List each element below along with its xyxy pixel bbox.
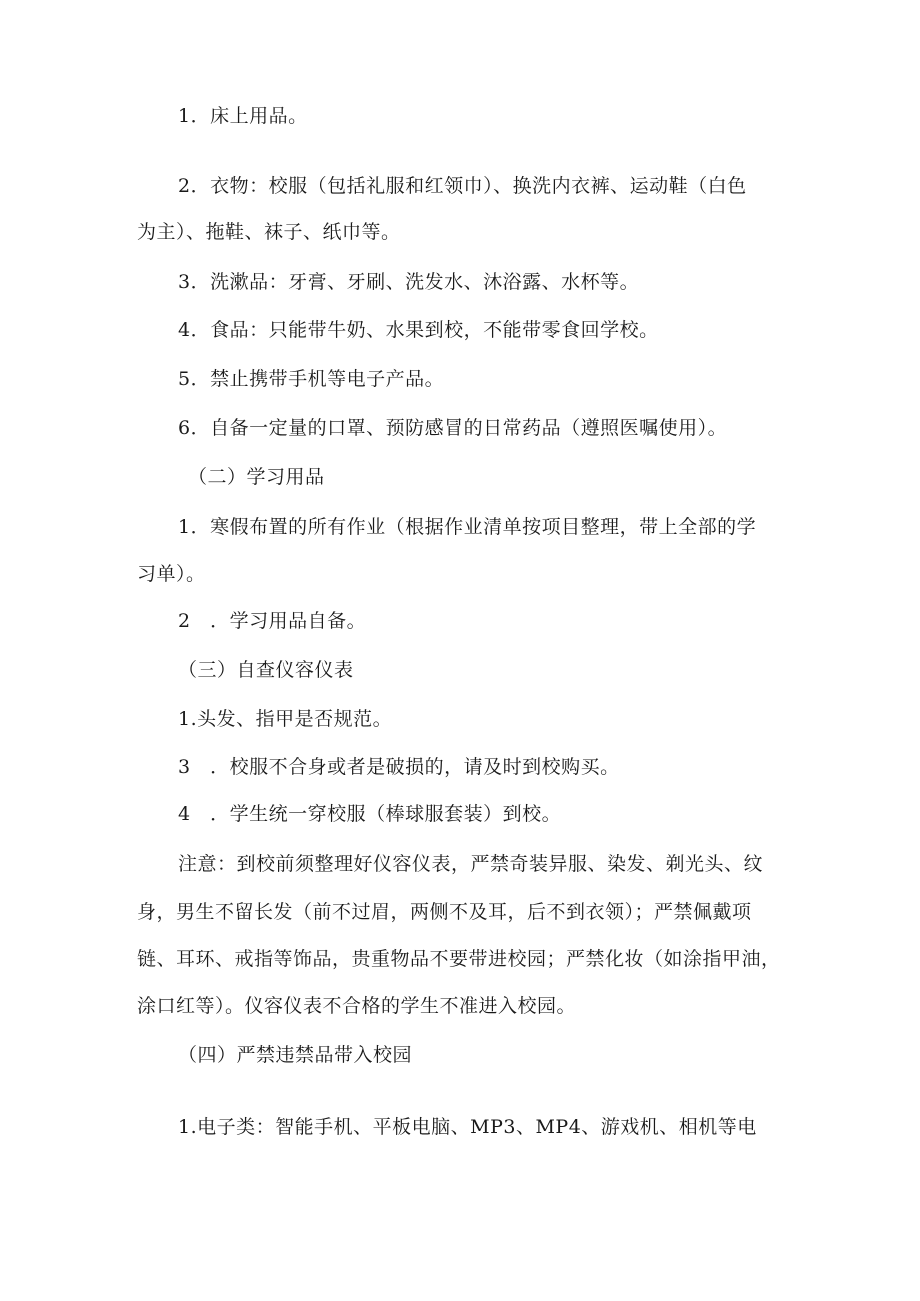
list-item: 2 ．学习用品自备。: [178, 610, 367, 632]
section-heading: （四）严禁违禁品带入校园: [178, 1044, 413, 1066]
list-item: 3 ．校服不合身或者是破损的，请及时到校购买。: [178, 756, 620, 778]
note-paragraph: 注意：到校前须整理好仪容仪表，严禁奇装异服、染发、剃光头、纹: [178, 853, 764, 875]
list-item: 1．床上用品。: [178, 105, 308, 127]
section-heading: （三）自查仪容仪表: [178, 659, 354, 681]
list-item-continuation: 为主）、拖鞋、袜子、纸巾等。: [137, 221, 401, 243]
list-item: 1.头发、指甲是否规范。: [178, 708, 393, 730]
list-item: 1.电子类：智能手机、平板电脑、MP3、MP4、游戏机、相机等电: [178, 1116, 757, 1138]
list-item: 2．衣物：校服（包括礼服和红领巾）、换洗内衣裤、运动鞋（白色: [178, 175, 747, 197]
list-item-continuation: 习单）。: [137, 563, 206, 585]
section-heading: （二）学习用品: [188, 466, 325, 488]
list-item: 5．禁止携带手机等电子产品。: [178, 368, 445, 390]
note-paragraph: 链、耳环、戒指等饰品，贵重物品不要带进校园；严禁化妆（如涂指甲油，: [137, 948, 781, 970]
list-item: 3．洗漱品：牙膏、牙刷、洗发水、沐浴露、水杯等。: [178, 271, 640, 293]
list-item: 4 ．学生统一穿校服（棒球服套装）到校。: [178, 803, 562, 825]
list-item: 6．自备一定量的口罩、预防感冒的日常药品（遵照医嘱使用）。: [178, 417, 728, 439]
note-paragraph: 身，男生不留长发（前不过眉，两侧不及耳，后不到衣领）；严禁佩戴项: [137, 901, 752, 923]
note-paragraph: 涂口红等）。仪容仪表不合格的学生不准进入校园。: [137, 995, 577, 1017]
list-item: 4．食品：只能带牛奶、水果到校，不能带零食回学校。: [178, 319, 659, 341]
list-item: 1．寒假布置的所有作业（根据作业清单按项目整理，带上全部的学: [178, 516, 757, 538]
